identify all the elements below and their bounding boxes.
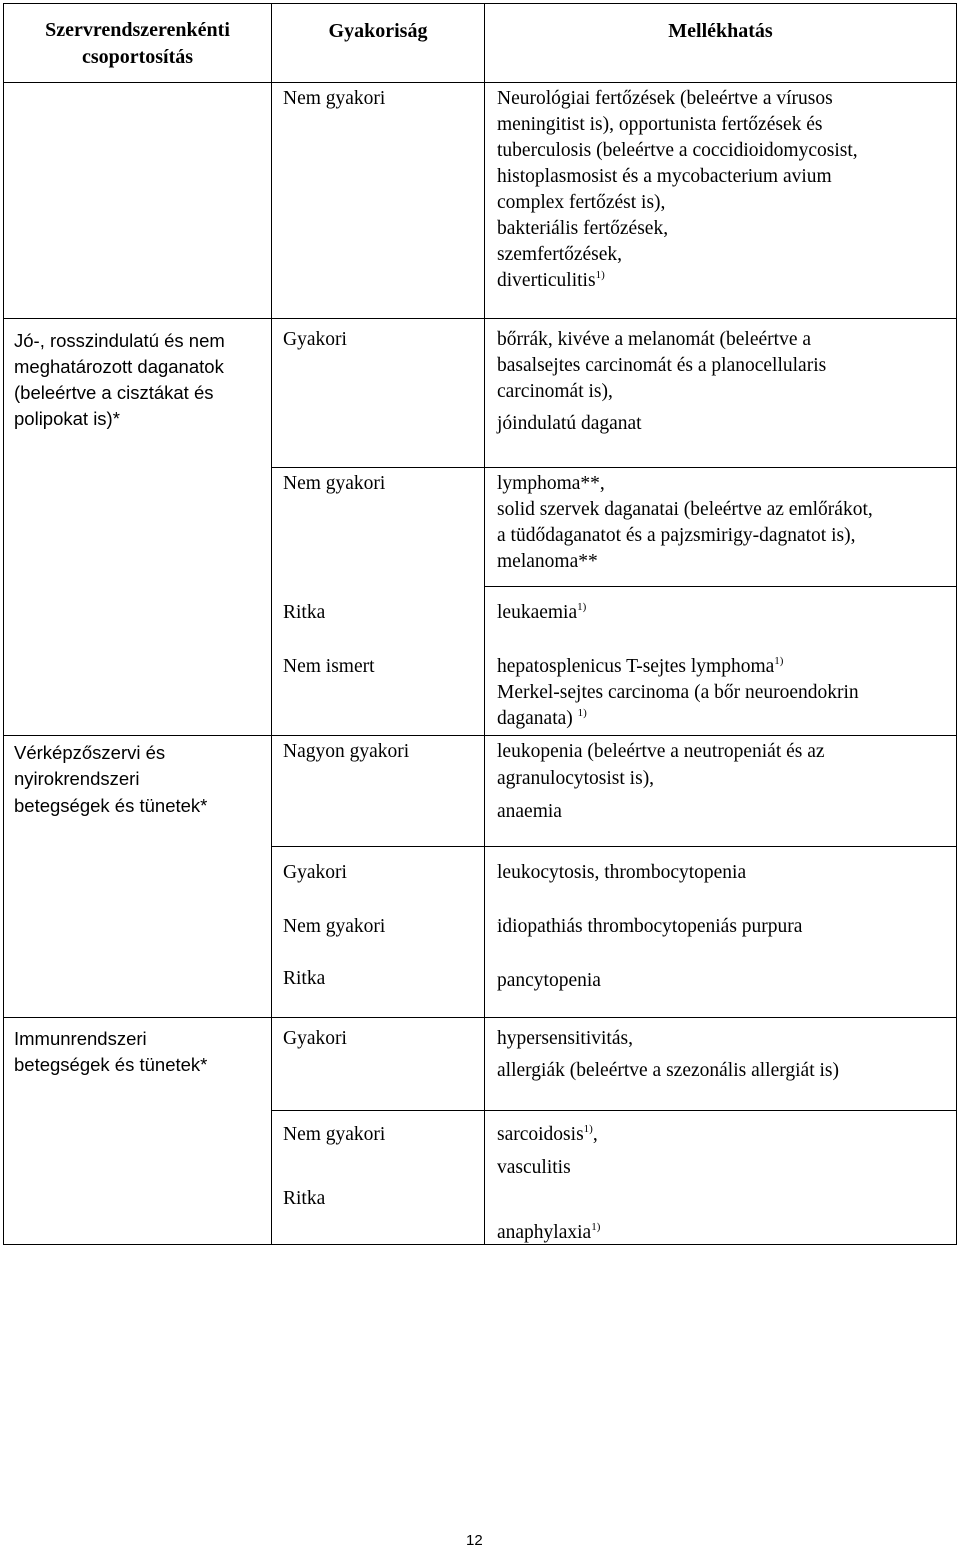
effect-line: bőrrák, kivéve a melanomát (beleértve a <box>497 329 812 350</box>
effect-line: agranulocytosist is), <box>497 768 655 789</box>
effect-line: leukaemia$^{1)}$ <box>497 601 587 623</box>
frequency-cell: Nem gyakori <box>283 1124 386 1145</box>
footnote-marker: 1) <box>577 707 587 719</box>
effect-line: idiopathiás thrombocytopeniás purpura <box>497 916 803 937</box>
column-divider-1 <box>271 3 272 1245</box>
effect-line: allergiák (beleértve a szezonális allergiát is) <box>497 1060 839 1081</box>
effect-line: Merkel-sejtes carcinoma (a bőr neuroendokrin <box>497 682 859 703</box>
frequency-cell: Gyakori <box>283 329 347 350</box>
effect-line: hepatosplenicus T-sejtes lymphoma$^{1)}$ <box>497 655 784 677</box>
effect-line: leukocytosis, thrombocytopenia <box>497 862 747 883</box>
effect-line: leukopenia (beleértve a neutropeniát és az <box>497 741 825 762</box>
category-line: betegségek és tünetek* <box>14 795 208 816</box>
frequency-cell: Nagyon gyakori <box>283 741 410 762</box>
frequency-cell: Nem gyakori <box>283 473 386 494</box>
blood-section-border <box>3 1017 957 1018</box>
effect-line: pancytopenia <box>497 970 601 991</box>
frequency-cell: Nem gyakori <box>283 916 386 937</box>
category-line: nyirokrendszeri <box>14 768 140 789</box>
effect-line: daganata) $^{1)}$ <box>497 707 587 729</box>
effect-line: jóindulatú daganat <box>497 413 642 434</box>
header-bottom-border <box>3 82 957 83</box>
effect-line: tuberculosis (beleértve a coccidioidomycosist, <box>497 140 858 161</box>
frequency-cell: Ritka <box>283 602 326 623</box>
footnote-marker: 1) <box>595 269 605 281</box>
effect-line: Neurológiai fertőzések (beleértve a vírusos <box>497 88 833 109</box>
table-right-border <box>956 3 957 1245</box>
effect-line: sarcoidosis$^{1)}$, <box>497 1123 598 1145</box>
effect-line: carcinomát is), <box>497 381 613 402</box>
effect-line: complex fertőzést is), <box>497 192 666 213</box>
effect-rule <box>484 586 957 587</box>
frequency-cell: Gyakori <box>283 862 347 883</box>
frequency-cell: Nem ismert <box>283 656 375 677</box>
category-line: Vérképzőszervi és <box>14 742 166 763</box>
header-frequency: Gyakoriság <box>328 20 428 42</box>
header-side-effect: Mellékhatás <box>668 20 773 42</box>
effect-line: a tüdődaganatot és a pajzsmirigy-dagnatot is), <box>497 525 856 546</box>
effect-line: anaphylaxia$^{1)}$ <box>497 1221 601 1243</box>
effect-line: histoplasmosist és a mycobacterium avium <box>497 166 832 187</box>
table-top-border <box>3 3 957 4</box>
frequency-cell: Nem gyakori <box>283 88 386 109</box>
frequency-cell: Ritka <box>283 968 326 989</box>
immune-row-border <box>271 1110 957 1111</box>
effect-line: anaemia <box>497 801 562 822</box>
table-bottom-border <box>3 1244 957 1245</box>
neoplasm-row-border <box>271 467 957 468</box>
effect-line: szemfertőzések, <box>497 244 623 265</box>
category-line: meghatározott daganatok <box>14 356 224 377</box>
frequency-cell: Gyakori <box>283 1028 347 1049</box>
category-line: Jó-, rosszindulatú és nem <box>14 330 225 351</box>
footnote-marker: 1) <box>577 601 587 613</box>
effect-line: vasculitis <box>497 1157 571 1178</box>
footnote-marker: 1) <box>583 1123 593 1135</box>
category-line: Immunrendszeri <box>14 1028 147 1049</box>
footnote-marker: 1) <box>591 1221 601 1233</box>
effect-line: basalsejtes carcinomát és a planocellularis <box>497 355 827 376</box>
neoplasm-section-border <box>3 735 957 736</box>
effect-line: melanoma** <box>497 551 598 572</box>
effect-line: diverticulitis$^{1)}$ <box>497 269 605 291</box>
page-number: 12 <box>466 1532 483 1549</box>
category-line: polipokat is)* <box>14 408 120 429</box>
effect-line: solid szervek daganatai (beleértve az emlőrákot, <box>497 499 873 520</box>
category-line: (beleértve a cisztákat és <box>14 382 214 403</box>
effect-line: hypersensitivitás, <box>497 1028 633 1049</box>
category-line: betegségek és tünetek* <box>14 1054 208 1075</box>
footnote-marker: 1) <box>774 655 784 667</box>
table-left-border <box>3 3 4 1245</box>
effect-line: lymphoma**, <box>497 473 605 494</box>
effect-line: bakteriális fertőzések, <box>497 218 669 239</box>
header-organ-system: Szervrendszerenkénti csoportosítás <box>45 19 230 68</box>
infection-section-border <box>3 318 957 319</box>
frequency-cell: Ritka <box>283 1188 326 1209</box>
blood-row-border <box>271 846 957 847</box>
column-divider-2 <box>484 3 485 1245</box>
effect-line: meningitist is), opportunista fertőzések és <box>497 114 823 135</box>
